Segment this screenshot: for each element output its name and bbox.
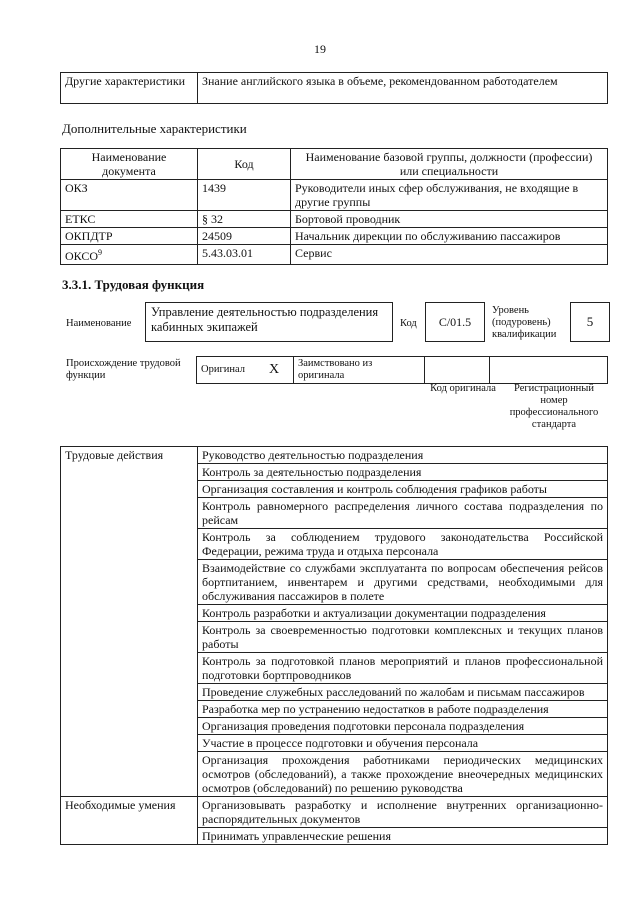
code-cell: 24509 (198, 228, 291, 245)
skills-label: Необходимые умения (61, 797, 198, 845)
footnote-mark: 9 (98, 248, 103, 257)
registration-caption: Регистрационный номер профессионального стандарта (509, 383, 599, 430)
code-cell: § 32 (198, 211, 291, 228)
list-item: Контроль за подготовкой планов мероприятий и планов профессиональной подготовки бортпроводников (198, 653, 608, 684)
code-cell: 5.43.03.01 (198, 245, 291, 265)
name-cell: Руководители иных сфер обслуживания, не входящие в другие группы (291, 180, 608, 211)
list-item: Контроль равномерного распределения личного состава подразделения по рейсам (198, 498, 608, 529)
list-item: Организация составления и контроль соблюдения графиков работы (198, 481, 608, 498)
col-header-document: Наименование документа (61, 149, 198, 180)
list-item: Принимать управленческие решения (198, 828, 608, 845)
list-item: Организация проведения подготовки персонала подразделения (198, 718, 608, 735)
level-value: 5 (586, 314, 594, 329)
borrowed-label: Заимствовано из оригинала (294, 357, 425, 384)
table-row (61, 180, 608, 211)
page-number: 19 (314, 42, 326, 56)
level-label: Уровень (подуровень) квалификации (492, 305, 557, 340)
level-box (570, 302, 610, 342)
function-name-box (145, 302, 393, 342)
list-item: Разработка мер по устранению недостатков в работе подразделения (198, 701, 608, 718)
doc-name: ОКСО (65, 249, 99, 263)
other-characteristics-label: Другие характеристики (61, 73, 198, 104)
name-cell: Сервис (291, 245, 608, 265)
list-item: Руководство деятельностью подразделения (198, 447, 608, 464)
list-item: Проведение служебных расследований по жалобам и письмам пассажиров (198, 684, 608, 701)
table-row (61, 228, 608, 245)
table-row (61, 245, 608, 265)
col-header-group: Наименование базовой группы, должности (профессии) или специальности (291, 149, 608, 180)
list-item: Организовывать разработку и исполнение внутренних организационно-распорядительных документов (198, 797, 608, 828)
function-code-value: C/01.5 (438, 315, 472, 329)
original-label: Оригинал (197, 357, 256, 384)
doc-cell: ОКПДТР (61, 228, 198, 245)
additional-characteristics-table (60, 148, 608, 265)
list-item: Контроль за своевременностью подготовки комплексных и текущих планов работы (198, 622, 608, 653)
original-code-cell (425, 357, 490, 384)
function-code-box (425, 302, 485, 342)
list-item: Участие в процессе подготовки и обучения персонала (198, 735, 608, 752)
origin-table (196, 356, 608, 384)
function-code-label: Код (400, 318, 417, 329)
name-cell: Начальник дирекции по обслуживанию пассажиров (291, 228, 608, 245)
list-item: Контроль разработки и актуализации документации подразделения (198, 605, 608, 622)
origin-label: Происхождение трудовой функции (66, 358, 181, 381)
list-item: Контроль за соблюдением трудового законодательства Российской Федерации, режима труда и отдыха персонала (198, 529, 608, 560)
code-cell: 1439 (198, 180, 291, 211)
col-header-code: Код (198, 149, 291, 180)
function-heading: 3.3.1. Трудовая функция (62, 277, 205, 292)
labor-actions-label: Трудовые действия (61, 447, 198, 797)
table-row (61, 211, 608, 228)
table-row (61, 447, 608, 464)
additional-heading: Дополнительные характеристики (62, 121, 247, 136)
list-item: Контроль за деятельностью подразделения (198, 464, 608, 481)
labor-actions-table (60, 446, 608, 845)
doc-cell: ЕТКС (61, 211, 198, 228)
original-mark: X (255, 357, 294, 384)
list-item: Организация прохождения работниками периодических медицинских осмотров (обследований), а также прохождение внеочередных медицинских осмотров (обследований) по решению руководства (198, 752, 608, 797)
code-caption: Код оригинала (430, 383, 496, 394)
doc-cell (61, 245, 198, 265)
table-row (61, 797, 608, 828)
table-header-row (61, 149, 608, 180)
name-cell: Бортовой проводник (291, 211, 608, 228)
function-name-value: Управление деятельностью подразделения кабинных экипажей (151, 305, 379, 334)
doc-cell: ОКЗ (61, 180, 198, 211)
registration-number-cell (490, 357, 608, 384)
other-characteristics-table (60, 72, 608, 104)
function-name-label: Наименование (66, 318, 132, 329)
list-item: Взаимодействие со службами эксплуатанта по вопросам обеспечения рейсов бортпитанием, инвентарем и другими средствами, необходимыми для обслуживания пассажиров в полете (198, 560, 608, 605)
other-characteristics-value: Знание английского языка в объеме, рекомендованном работодателем (198, 73, 608, 104)
